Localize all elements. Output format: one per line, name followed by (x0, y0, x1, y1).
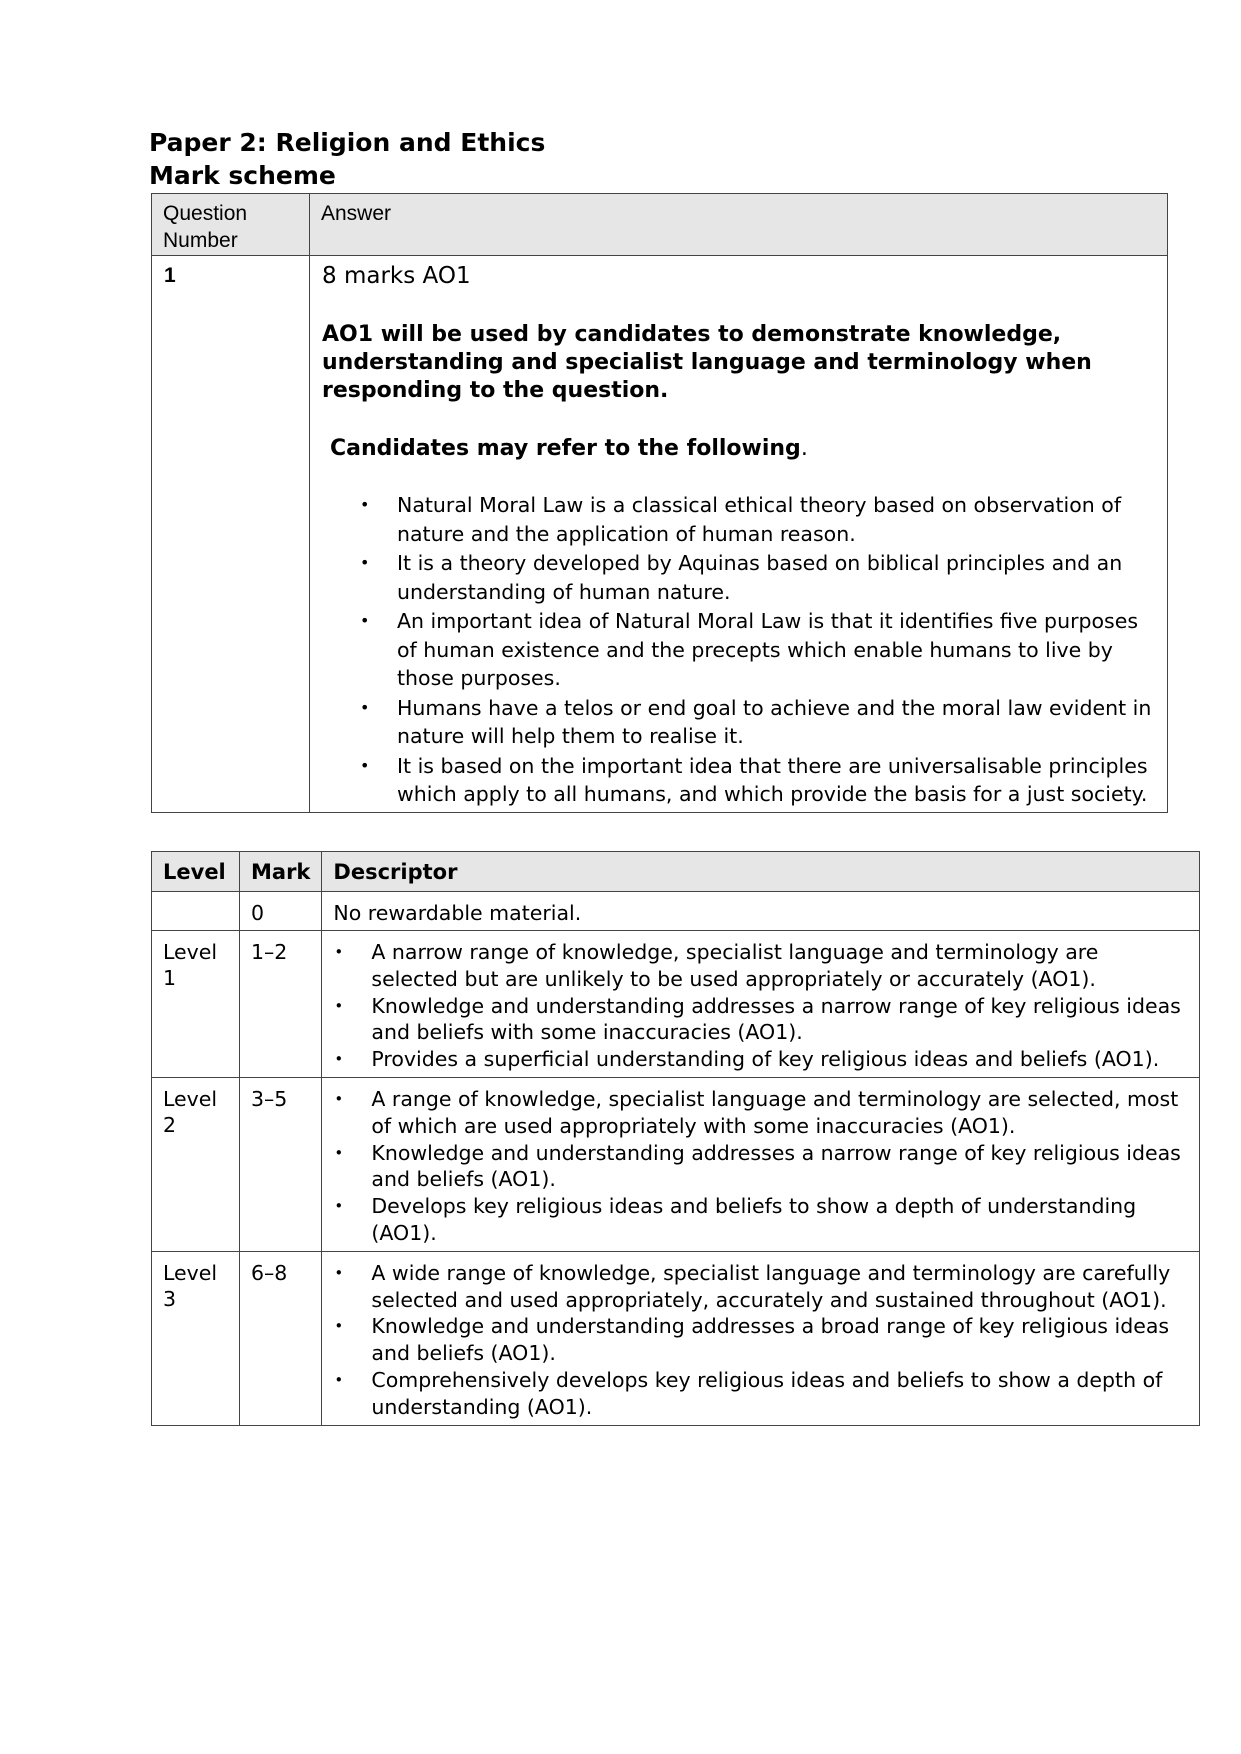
level-cell: Level 2 (152, 1077, 240, 1251)
level-table (151, 851, 1200, 1426)
descriptor-bullet: • A narrow range of knowledge, specialist language and terminology are selected but are unlikely to be used appropriately or accurately (AO1). (333, 939, 1188, 993)
descriptor-bullet-list (333, 1086, 1188, 1247)
title-line-1: Paper 2: Religion and Ethics (149, 128, 546, 157)
answer-bullet: • It is based on the important idea that there are universalisable principles which apply to all humans, and which provide the basis for a just society. (322, 752, 1155, 809)
level-table-header-row (152, 852, 1200, 892)
descriptor-cell: No rewardable material. (322, 892, 1200, 931)
level-header: Level (152, 852, 240, 892)
level-row-0 (152, 892, 1200, 931)
title-line-2: Mark scheme (149, 161, 336, 190)
answer-cell (310, 256, 1168, 813)
level-row-1 (152, 931, 1200, 1078)
answer-table (151, 193, 1168, 813)
descriptor-bullet: • Knowledge and understanding addresses a broad range of key religious ideas and beliefs (AO1). (333, 1313, 1188, 1367)
descriptor-bullet: • A range of knowledge, specialist language and terminology are selected, most of which are used appropriately with some inaccuracies (AO1). (333, 1086, 1188, 1140)
descriptor-bullet: • Comprehensively develops key religious ideas and beliefs to show a depth of understanding (AO1). (333, 1367, 1188, 1421)
candidates-heading: Candidates may refer to the following. (330, 436, 808, 461)
mark-cell: 6–8 (240, 1251, 322, 1425)
mark-cell: 0 (240, 892, 322, 931)
mark-cell: 1–2 (240, 931, 322, 1078)
descriptor-header: Descriptor (322, 852, 1200, 892)
answer-bullet-list (322, 491, 1155, 809)
marks-allocation: 8 marks AO1 (322, 263, 471, 289)
level-row-2 (152, 1077, 1200, 1251)
answer-row (152, 256, 1168, 813)
level-cell: Level 3 (152, 1251, 240, 1425)
mark-cell: 3–5 (240, 1077, 322, 1251)
descriptor-bullet: • Develops key religious ideas and beliefs to show a depth of understanding (AO1). (333, 1193, 1188, 1247)
candidates-heading-text: Candidates may refer to the following (330, 436, 801, 461)
descriptor-bullet: • A wide range of knowledge, specialist language and terminology are carefully selected and used appropriately, accurately and sustained throughout (AO1). (333, 1260, 1188, 1314)
descriptor-bullet-list (333, 1260, 1188, 1421)
descriptor-bullet: • Knowledge and understanding addresses a narrow range of key religious ideas and beliefs with some inaccuracies (AO1). (333, 993, 1188, 1047)
ao1-statement: AO1 will be used by candidates to demonstrate knowledge, understanding and specialist language and terminology when responding to the question. (322, 322, 1092, 403)
answer-header: Answer (310, 194, 1168, 256)
answer-bullet: • It is a theory developed by Aquinas based on biblical principles and an understanding of human nature. (322, 549, 1155, 606)
question-number: 1 (152, 256, 310, 813)
page-title (149, 126, 545, 192)
descriptor-cell (322, 1077, 1200, 1251)
level-row-3 (152, 1251, 1200, 1425)
mark-header: Mark (240, 852, 322, 892)
level-cell (152, 892, 240, 931)
answer-table-header-row (152, 194, 1168, 256)
descriptor-bullet-list (333, 939, 1188, 1073)
descriptor-cell (322, 1251, 1200, 1425)
answer-bullet: • Natural Moral Law is a classical ethical theory based on observation of nature and the application of human reason. (322, 491, 1155, 548)
descriptor-bullet: • Provides a superficial understanding of key religious ideas and beliefs (AO1). (333, 1046, 1188, 1073)
level-cell: Level 1 (152, 931, 240, 1078)
question-number-header: Question Number (152, 194, 310, 256)
answer-bullet: • Humans have a telos or end goal to achieve and the moral law evident in nature will help them to realise it. (322, 694, 1155, 751)
answer-bullet: • An important idea of Natural Moral Law is that it identifies five purposes of human existence and the precepts which enable humans to live by those purposes. (322, 607, 1155, 693)
descriptor-cell (322, 931, 1200, 1078)
descriptor-bullet: • Knowledge and understanding addresses a narrow range of key religious ideas and beliefs (AO1). (333, 1140, 1188, 1194)
